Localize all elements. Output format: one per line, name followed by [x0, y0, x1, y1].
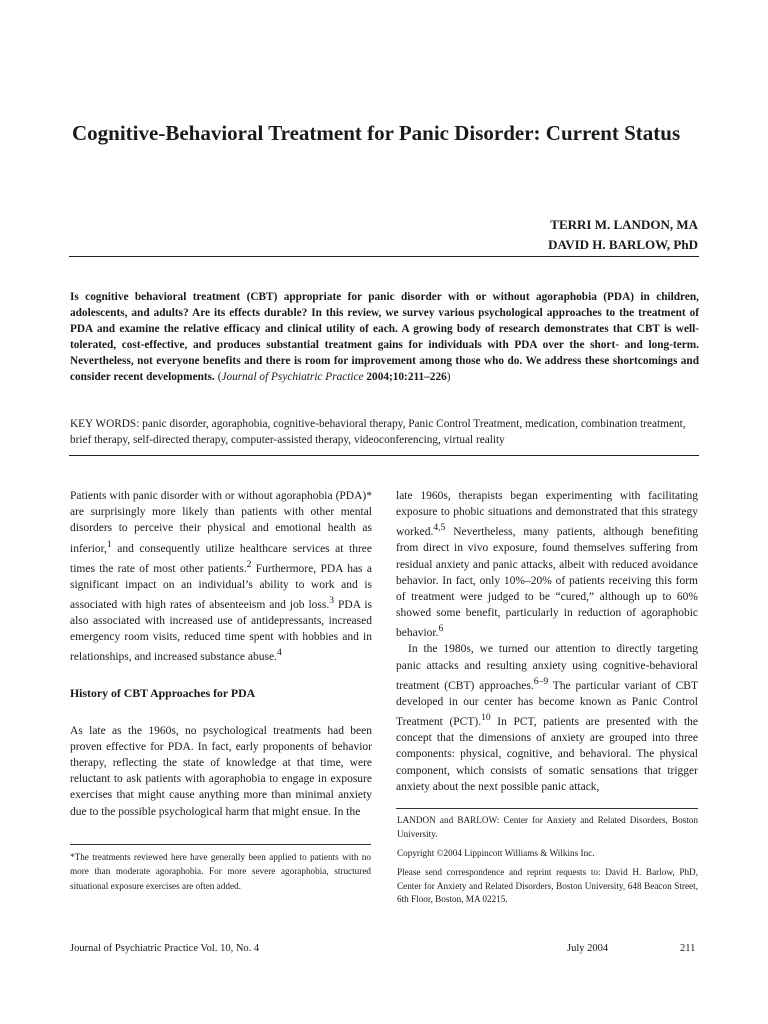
citation-ref: 6–9: [533, 675, 549, 687]
article-title: Cognitive-Behavioral Treatment for Panic Disorder: Current Status: [72, 121, 681, 145]
page-number: 211: [680, 943, 696, 954]
citation-journal: Journal of Psychiatric Practice: [221, 370, 364, 383]
footnote-divider: [70, 844, 371, 845]
abstract: [70, 290, 699, 385]
author-affiliation: LANDON and BARLOW: Center for Anxiety and Related Disorders, Boston University.: [397, 815, 698, 839]
issue-date: July 2004: [567, 943, 609, 954]
body-paragraph: Patients with panic disorder with or without agoraphobia (PDA)* are surprisingly more likely than patients with other mental disorders to perceive their physical and emotional health as inferior,$^1$ and consequently utilize healthcare services at three times the rate of most other patients.$^2$ Furthermore, PDA has a significant impact on an individual’s ability to work and is associated with high rates of absenteeism and job loss.$^3$ PDA is also associated with increased use of antidepressants, increased emergency room visits, reduced time spent with hobbies and in relationships, and increased substance abuse.$^4$: [70, 490, 372, 664]
keywords: KEY WORDS: panic disorder, agoraphobia, cognitive-behavioral therapy, Panic Control Treatment, medication, combination treatment, brief therapy, self-directed therapy, computer-assisted therapy, videoconferencing, virtual reality: [70, 418, 686, 446]
abstract-citation: (Journal of Psychiatric Practice 2004;10:211–226): [217, 370, 451, 383]
citation-ref: 4: [276, 647, 282, 659]
citation-ref: 1: [106, 538, 112, 550]
section-heading: History of CBT Approaches for PDA: [70, 686, 256, 701]
footnote: *The treatments reviewed here have generally been applied to patients with no more than moderate agoraphobia. For more severe agoraphobia, structured situational exposure exercises are often added.: [70, 852, 371, 891]
citation-ref: 4,5: [433, 522, 446, 534]
citation-ref: 6: [438, 623, 444, 635]
citation-ref: 3: [329, 594, 335, 606]
abstract-text: Is cognitive behavioral treatment (CBT) appropriate for panic disorder with or without agoraphobia (PDA) in children, adolescents, and adults? Are its effects durable? In this review, we survey various psychological approaches to the treatment of PDA and examine the relative efficacy and clinical utility of each. A growing body of research demonstrates that CBT is well-tolerated, cost-effective, and produces substantial treatment gains for individuals with PDA over the short- and long-term. Nevertheless, not everyone benefits and there is room for improvement among those who do. We address these shortcomings and consider recent developments.: [70, 291, 699, 383]
header-divider: [69, 256, 699, 257]
body-paragraph: In the 1980s, we turned our attention to directly targeting panic attacks and resulting anxiety using cognitive-behavioral treatment (CBT) approaches.$^{6-9}$ The particular variant of CBT developed in our center has become known as Panic Control Treatment (PCT).$^{10}$ In PCT, patients are presented with the concept that the dimensions of anxiety are grouped into three components: physical, cognitive, and behavioral. The physical component, which consists of somatic sensations that trigger anxiety about the next possible panic attack,: [396, 643, 698, 793]
body-paragraph: late 1960s, therapists began experimenting with facilitating exposure to phobic situations and demonstrated that this strategy worked.$^{4,5}$ Nevertheless, many patients, although benefiting from direct in vivo exposure, found themselves suffering from residual anxiety and panic attacks, albeit with reduced avoidance behavior. In fact, only 10%–20% of patients receiving this form of treatment were judged to be “cured,” although up to 60% showed some benefit, particularly in reduction of agoraphobic behavior.$^6$: [396, 490, 698, 640]
correspondence-note: Please send correspondence and reprint requests to: David H. Barlow, PhD, Center for Anxiety and Related Disorders, Boston University, 648 Beacon Street, 6th Floor, Boston, MA 02215.: [397, 867, 698, 904]
author-block: [548, 215, 698, 255]
author-name: DAVID H. BARLOW, PhD: [548, 237, 698, 252]
author-name: TERRI M. LANDON, MA: [550, 217, 698, 232]
copyright-notice: Copyright ©2004 Lippincott Williams & Wilkins Inc.: [397, 848, 595, 858]
affiliation-divider: [396, 808, 698, 809]
body-paragraph: As late as the 1960s, no psychological treatments had been proven effective for PDA. In fact, early proponents of behavior therapy, reflecting the state of knowledge at that time, were reluctant to ask patients with agoraphobia to engage in exposure exercises that might cause anything more than minimal anxiety due to the possible psychological harm that might ensue. In the: [70, 724, 372, 818]
left-column: [70, 488, 372, 820]
citation-ref: 10: [481, 712, 491, 724]
journal-footer: Journal of Psychiatric Practice Vol. 10, No. 4: [70, 943, 260, 954]
citation-reference: 2004;10:211–226: [366, 370, 447, 383]
citation-ref: 2: [246, 558, 252, 570]
right-column: [396, 488, 698, 795]
abstract-divider: [69, 455, 699, 456]
